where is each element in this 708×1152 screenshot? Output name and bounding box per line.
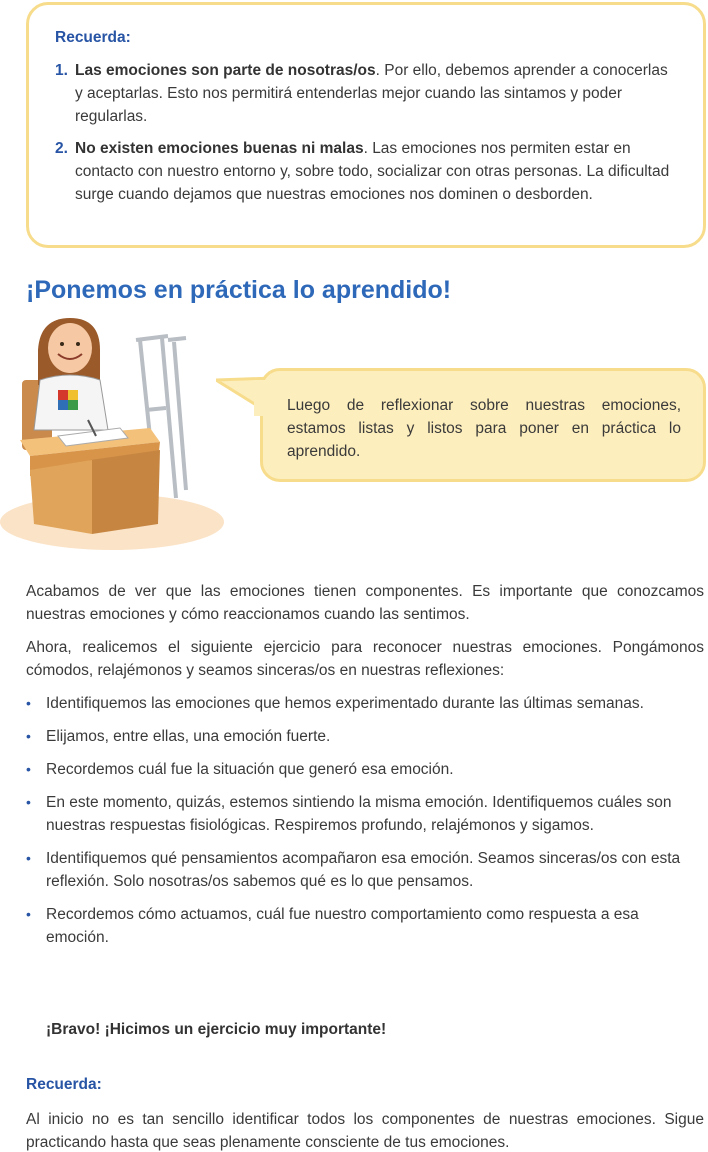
- desk-cabinet: [90, 450, 160, 534]
- section-title: ¡Ponemos en práctica lo aprendido!: [26, 276, 452, 304]
- list-item-text: Identifiquemos qué pensamientos acompañaron esa emoción. Seamos sinceras/os con esta reflexión. Solo nosotras/os sabemos qué es lo que pensamos.: [46, 850, 681, 890]
- point-text: [75, 137, 677, 206]
- girl-face: [48, 323, 92, 373]
- list-item-text: En este momento, quizás, estemos sintiendo la misma emoción. Identifiquemos cuáles son nuestras respuestas fisiológicas. Respiremos profundo, relajémonos y sigamos.: [46, 794, 672, 834]
- girl-at-desk-illustration: [0, 310, 240, 555]
- speech-bubble: Luego de reflexionar sobre nuestras emociones, estamos listas y listos para poner en práctica lo aprendido.: [260, 368, 706, 482]
- bullet-icon: •: [26, 850, 31, 866]
- list-item: [26, 692, 704, 715]
- list-item: [26, 725, 704, 748]
- bullet-icon: •: [26, 761, 31, 777]
- point-bold-text: No existen emociones buenas ni malas: [75, 140, 364, 157]
- list-item: [26, 758, 704, 781]
- list-item-text: Identifiquemos las emociones que hemos experimentado durante las últimas semanas.: [46, 695, 644, 712]
- list-item: [26, 903, 704, 949]
- recuerda-2-title: Recuerda:: [26, 1076, 102, 1093]
- recuerda-box-title: Recuerda:: [55, 29, 131, 46]
- bullet-icon: •: [26, 728, 31, 744]
- paragraph-1: Acabamos de ver que las emociones tienen componentes. Es importante que conozcamos nuestras emociones y cómo reaccionamos cuando las sentimos.: [26, 583, 704, 623]
- bullet-icon: •: [26, 794, 31, 810]
- recuerda-point-1: [55, 59, 677, 128]
- list-item-text: Elijamos, entre ellas, una emoción fuerte.: [46, 728, 331, 745]
- list-item: [26, 847, 704, 893]
- bullet-icon: •: [26, 906, 31, 922]
- bravo-text: ¡Bravo! ¡Hicimos un ejercicio muy importante!: [46, 1021, 387, 1038]
- list-item-text: Recordemos cuál fue la situación que generó esa emoción.: [46, 761, 454, 778]
- point-number: 2.: [55, 140, 68, 157]
- list-item: [26, 791, 704, 837]
- recuerda-2-text: Al inicio no es tan sencillo identificar todos los componentes de nuestras emociones. Sigue practicando hasta que seas plenamente consciente de tus emociones.: [26, 1111, 704, 1151]
- point-bold-text: Las emociones son parte de nosotras/os: [75, 62, 376, 79]
- recuerda-point-2: [55, 137, 677, 206]
- point-text: [75, 59, 677, 128]
- list-item-text: Recordemos cómo actuamos, cuál fue nuestro comportamiento como respuesta a esa emoción.: [46, 906, 639, 946]
- point-number: 1.: [55, 62, 68, 79]
- paragraph-2: Ahora, realicemos el siguiente ejercicio para reconocer nuestras emociones. Pongámonos cómodos, relajémonos y seamos sinceras/os en nuestras reflexiones:: [26, 639, 704, 679]
- bubble-tail-cover: [254, 380, 268, 416]
- point-rest-text: . Por ello, debemos aprender a conocerlas y aceptarlas. Esto nos permitirá entenderlas mejor cuando las sintamos y poder regularlas.: [75, 62, 668, 125]
- recuerda-box: [26, 2, 706, 248]
- exercise-list: [26, 692, 704, 959]
- bullet-icon: •: [26, 695, 31, 711]
- point-rest-text: . Las emociones nos permiten estar en contacto con nuestro entorno y, sobre todo, socializar con otras personas. La dificultad surge cuando dejamos que nuestras emociones nos dominen o desborden.: [75, 140, 670, 203]
